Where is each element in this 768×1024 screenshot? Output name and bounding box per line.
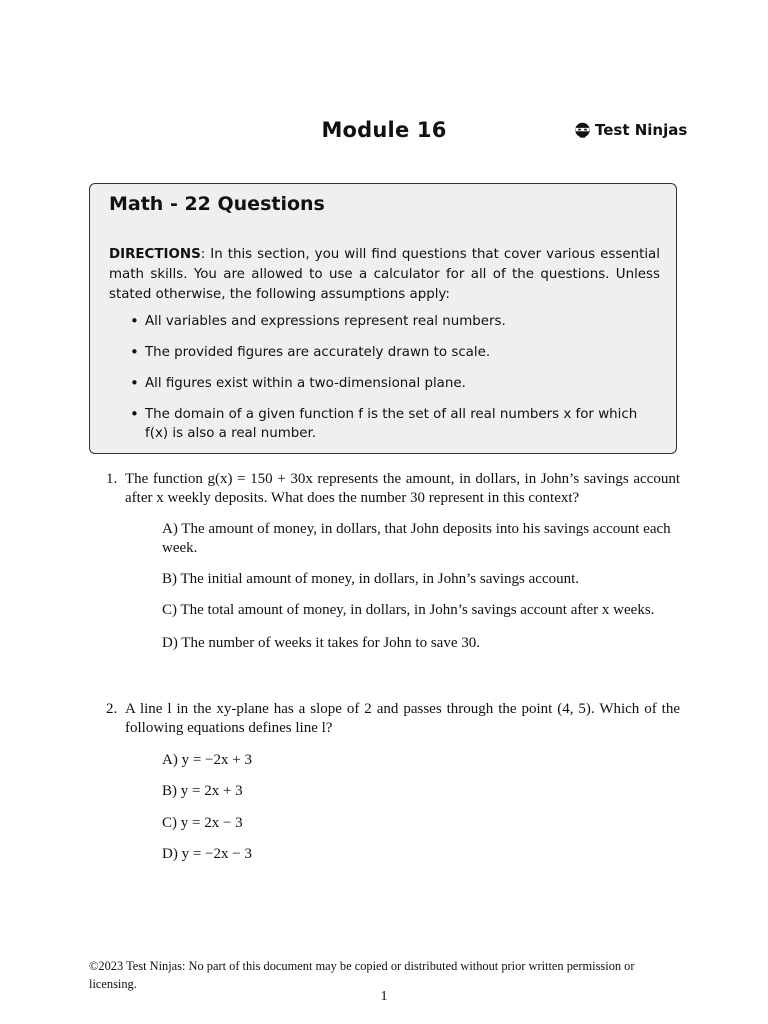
directions-label: DIRECTIONS: [109, 247, 201, 262]
list-item: • All variables and expressions represent real numbers.: [130, 312, 660, 331]
answer-choice-d[interactable]: D) y = −2x − 3: [162, 846, 252, 862]
question-2: [106, 700, 680, 738]
page-title: Module 16: [321, 118, 447, 142]
question-stem: A line l in the xy-plane has a slope of 2 and passes through the point (4, 5). Which of the following equations defines line l?: [125, 701, 680, 736]
answer-choice-d[interactable]: D) The number of weeks it takes for John to save 30.: [162, 635, 480, 651]
directions-text: : In this section, you will find questions that cover various essential math skills. You are allowed to use a calculator for all of the questions. Unless stated otherwise, the following assumptions apply:: [109, 247, 660, 302]
answer-choice-a[interactable]: A) y = −2x + 3: [162, 752, 252, 768]
brand-name: Test Ninjas: [595, 121, 688, 139]
question-1: [106, 470, 680, 508]
directions-box: [89, 183, 677, 454]
assumptions-list: [130, 312, 660, 443]
answer-choice-c[interactable]: C) y = 2x − 3: [162, 815, 243, 831]
brand-logo: [574, 121, 687, 139]
question-number: 1.: [106, 471, 118, 487]
answer-choice-b[interactable]: B) The initial amount of money, in dollars, in John’s savings account.: [162, 571, 580, 587]
list-item: • The domain of a given function f is the set of all real numbers x for which f(x) is also a real number.: [130, 405, 660, 443]
answer-choice-b[interactable]: B) y = 2x + 3: [162, 783, 243, 799]
question-stem: The function g(x) = 150 + 30x represents the amount, in dollars, in John’s savings account after x weekly deposits. What does the number 30 represent in this context?: [125, 471, 680, 506]
question-number: 2.: [106, 701, 118, 717]
list-item: • The provided figures are accurately drawn to scale.: [130, 343, 660, 362]
ninja-head-icon: [574, 121, 591, 139]
answer-choice-c[interactable]: C) The total amount of money, in dollars, in John’s savings account after x weeks.: [162, 602, 655, 618]
answer-choice-a[interactable]: A) The amount of money, in dollars, that John deposits into his savings account each week.: [162, 521, 671, 556]
list-item: • All figures exist within a two-dimensional plane.: [130, 374, 660, 393]
copyright-notice: ©2023 Test Ninjas: No part of this document may be copied or distributed without prior written permission or licensing.: [89, 959, 635, 991]
section-title: Math - 22 Questions: [109, 193, 325, 215]
page-number: 1: [380, 989, 388, 1004]
directions-paragraph: [109, 245, 660, 305]
